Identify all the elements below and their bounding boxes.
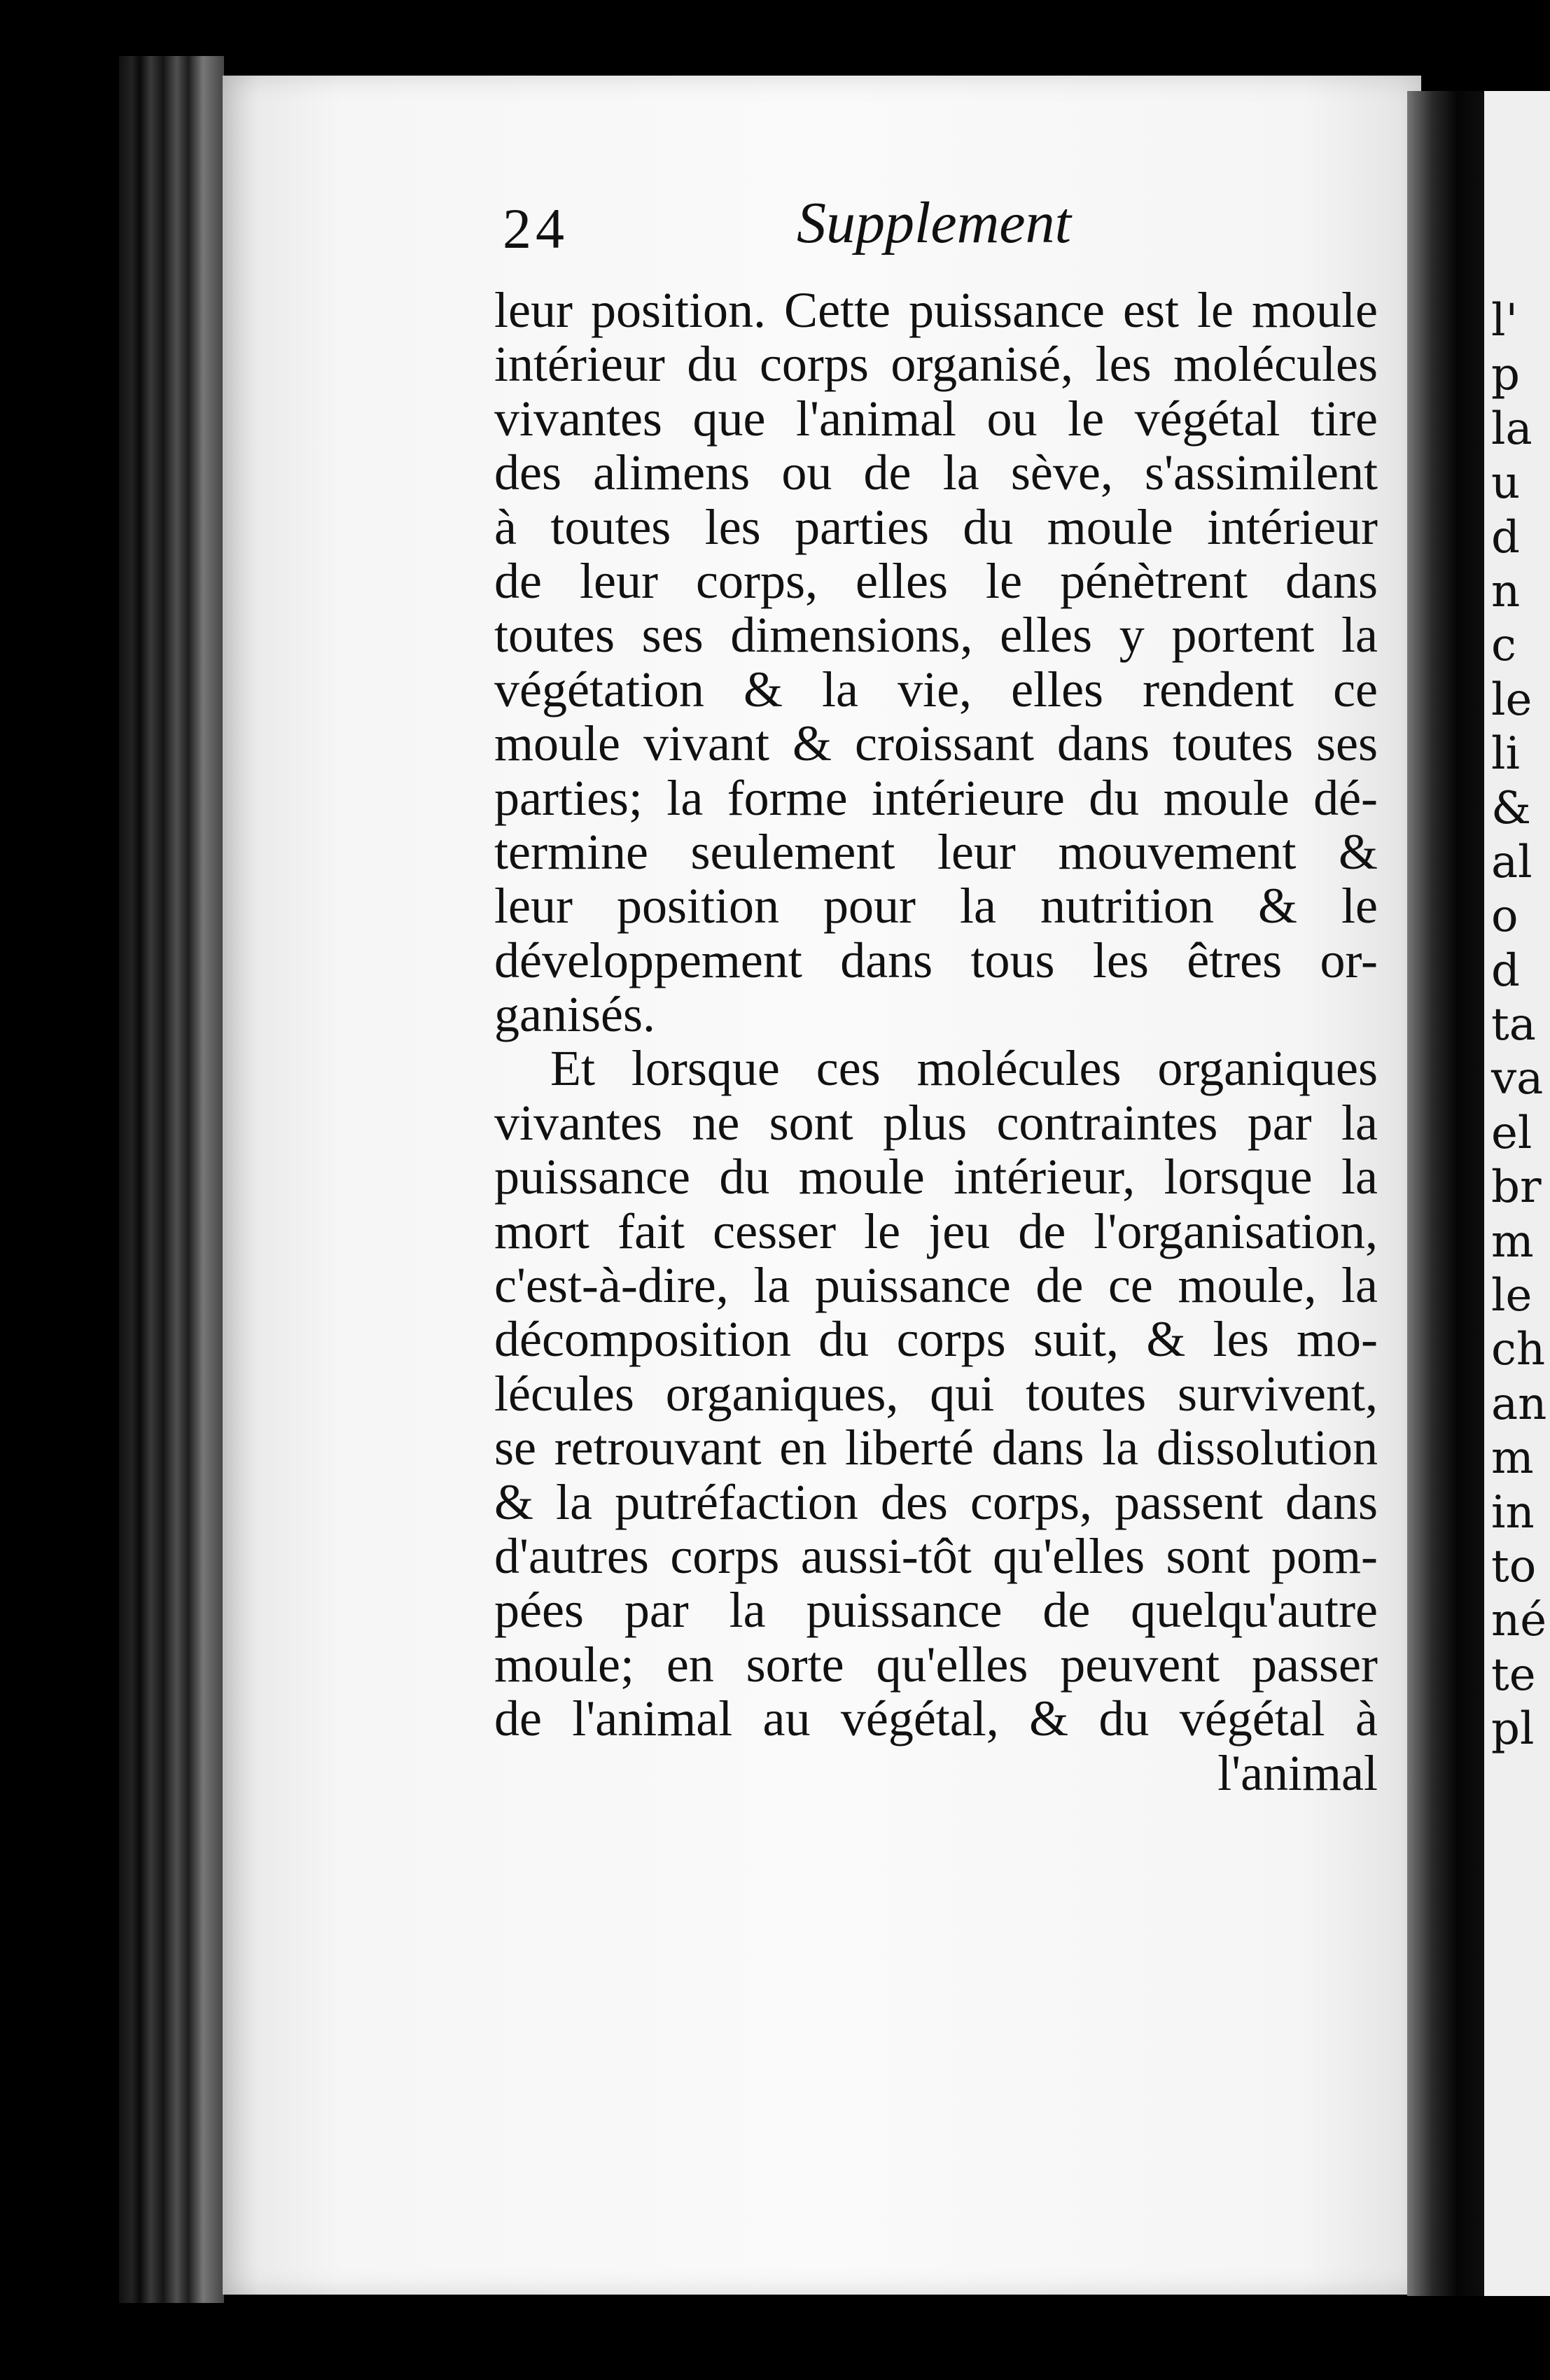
facing-page-fragment: to bbox=[1491, 1540, 1537, 1592]
page-header bbox=[503, 189, 1371, 266]
facing-page-fragment: ta bbox=[1491, 999, 1536, 1051]
facing-page-fragment: m bbox=[1491, 1432, 1534, 1485]
text-line: leur position pour la nutrition & le bbox=[494, 878, 1378, 934]
facing-page-fragment: o bbox=[1491, 890, 1518, 943]
text-line: vivantes ne sont plus contraintes par la bbox=[494, 1094, 1378, 1151]
facing-page-fragment: le bbox=[1491, 1270, 1532, 1322]
body-text bbox=[494, 284, 1378, 1800]
text-line: toutes ses dimensions, elles y portent la bbox=[494, 607, 1378, 664]
text-line: décomposition du corps suit, & les mo- bbox=[494, 1311, 1378, 1368]
text-line: termine seulement leur mouvement & bbox=[494, 823, 1378, 880]
text-line: de l'animal au végétal, & du végétal à bbox=[494, 1690, 1378, 1747]
facing-page-fragment: p bbox=[1491, 349, 1520, 401]
text-line: parties; la forme intérieure du moule dé- bbox=[494, 769, 1378, 826]
facing-page-fragment: c bbox=[1491, 620, 1516, 672]
facing-page-fragment: pl bbox=[1491, 1703, 1535, 1756]
facing-page-fragment: in bbox=[1491, 1486, 1535, 1539]
facing-page-fragment: n bbox=[1491, 565, 1521, 617]
book-gutter bbox=[1407, 91, 1491, 2296]
facing-page-fragment: d bbox=[1491, 511, 1520, 564]
facing-page-fragment: l' bbox=[1491, 295, 1518, 346]
text-line: & la putréfaction des corps, passent dans bbox=[494, 1474, 1378, 1530]
text-line: lécules organiques, qui toutes survivent, bbox=[494, 1365, 1378, 1422]
facing-page-fragment: li bbox=[1491, 728, 1520, 780]
facing-page-fragment: va bbox=[1491, 1053, 1544, 1105]
facing-page bbox=[1484, 91, 1550, 2296]
text-line: mort fait cesser le jeu de l'organisation, bbox=[494, 1203, 1378, 1259]
text-line: des alimens ou de la sève, s'assimilent bbox=[494, 444, 1378, 501]
facing-page-fragment: an bbox=[1491, 1378, 1547, 1430]
facing-page-fragment: & bbox=[1491, 782, 1531, 834]
text-line: pées par la puissance de quelqu'autre bbox=[494, 1582, 1378, 1639]
text-line: c'est-à-dire, la puissance de ce moule, la bbox=[494, 1257, 1378, 1314]
text-line: puissance du moule intérieur, lorsque la bbox=[494, 1149, 1378, 1205]
text-line: Et lorsque ces molécules organiques bbox=[550, 1040, 1378, 1097]
catchword: l'animal bbox=[1217, 1744, 1378, 1801]
text-line: d'autres corps aussi-tôt qu'elles sont pom- bbox=[494, 1527, 1378, 1584]
facing-page-fragment: la bbox=[1491, 402, 1532, 455]
text-line: vivantes que l'animal ou le végétal tire bbox=[494, 390, 1378, 447]
facing-page-fragment: m bbox=[1491, 1215, 1534, 1268]
text-line: se retrouvant en liberté dans la dissolution bbox=[494, 1420, 1378, 1476]
facing-page-fragment: te bbox=[1491, 1648, 1536, 1701]
facing-page-fragment: al bbox=[1491, 836, 1532, 888]
facing-page-text bbox=[1484, 294, 1550, 1757]
facing-page-fragment: u bbox=[1491, 457, 1521, 510]
facing-page-fragment: d bbox=[1491, 944, 1520, 997]
facing-page-fragment: né bbox=[1491, 1595, 1547, 1647]
facing-page-fragment: ch bbox=[1491, 1324, 1546, 1376]
text-line: développement dans tous les êtres or- bbox=[494, 932, 1378, 988]
page-edges bbox=[119, 56, 224, 2303]
text-line: leur position. Cette puissance est le moule bbox=[494, 282, 1378, 338]
running-title: Supplement bbox=[797, 190, 1071, 255]
text-line: moule vivant & croissant dans toutes ses bbox=[494, 715, 1378, 772]
text-line: intérieur du corps organisé, les molécules bbox=[494, 336, 1378, 393]
page-number: 24 bbox=[503, 197, 568, 260]
facing-page-fragment: el bbox=[1491, 1107, 1532, 1159]
text-line: à toutes les parties du moule intérieur bbox=[494, 498, 1378, 555]
text-line: végétation & la vie, elles rendent ce bbox=[494, 661, 1378, 718]
facing-page-fragment: le bbox=[1491, 673, 1532, 726]
text-line: de leur corps, elles le pénètrent dans bbox=[494, 552, 1378, 609]
text-line: moule; en sorte qu'elles peuvent passer bbox=[494, 1636, 1378, 1693]
text-line: ganisés. bbox=[494, 986, 655, 1043]
facing-page-fragment: br bbox=[1491, 1161, 1542, 1214]
